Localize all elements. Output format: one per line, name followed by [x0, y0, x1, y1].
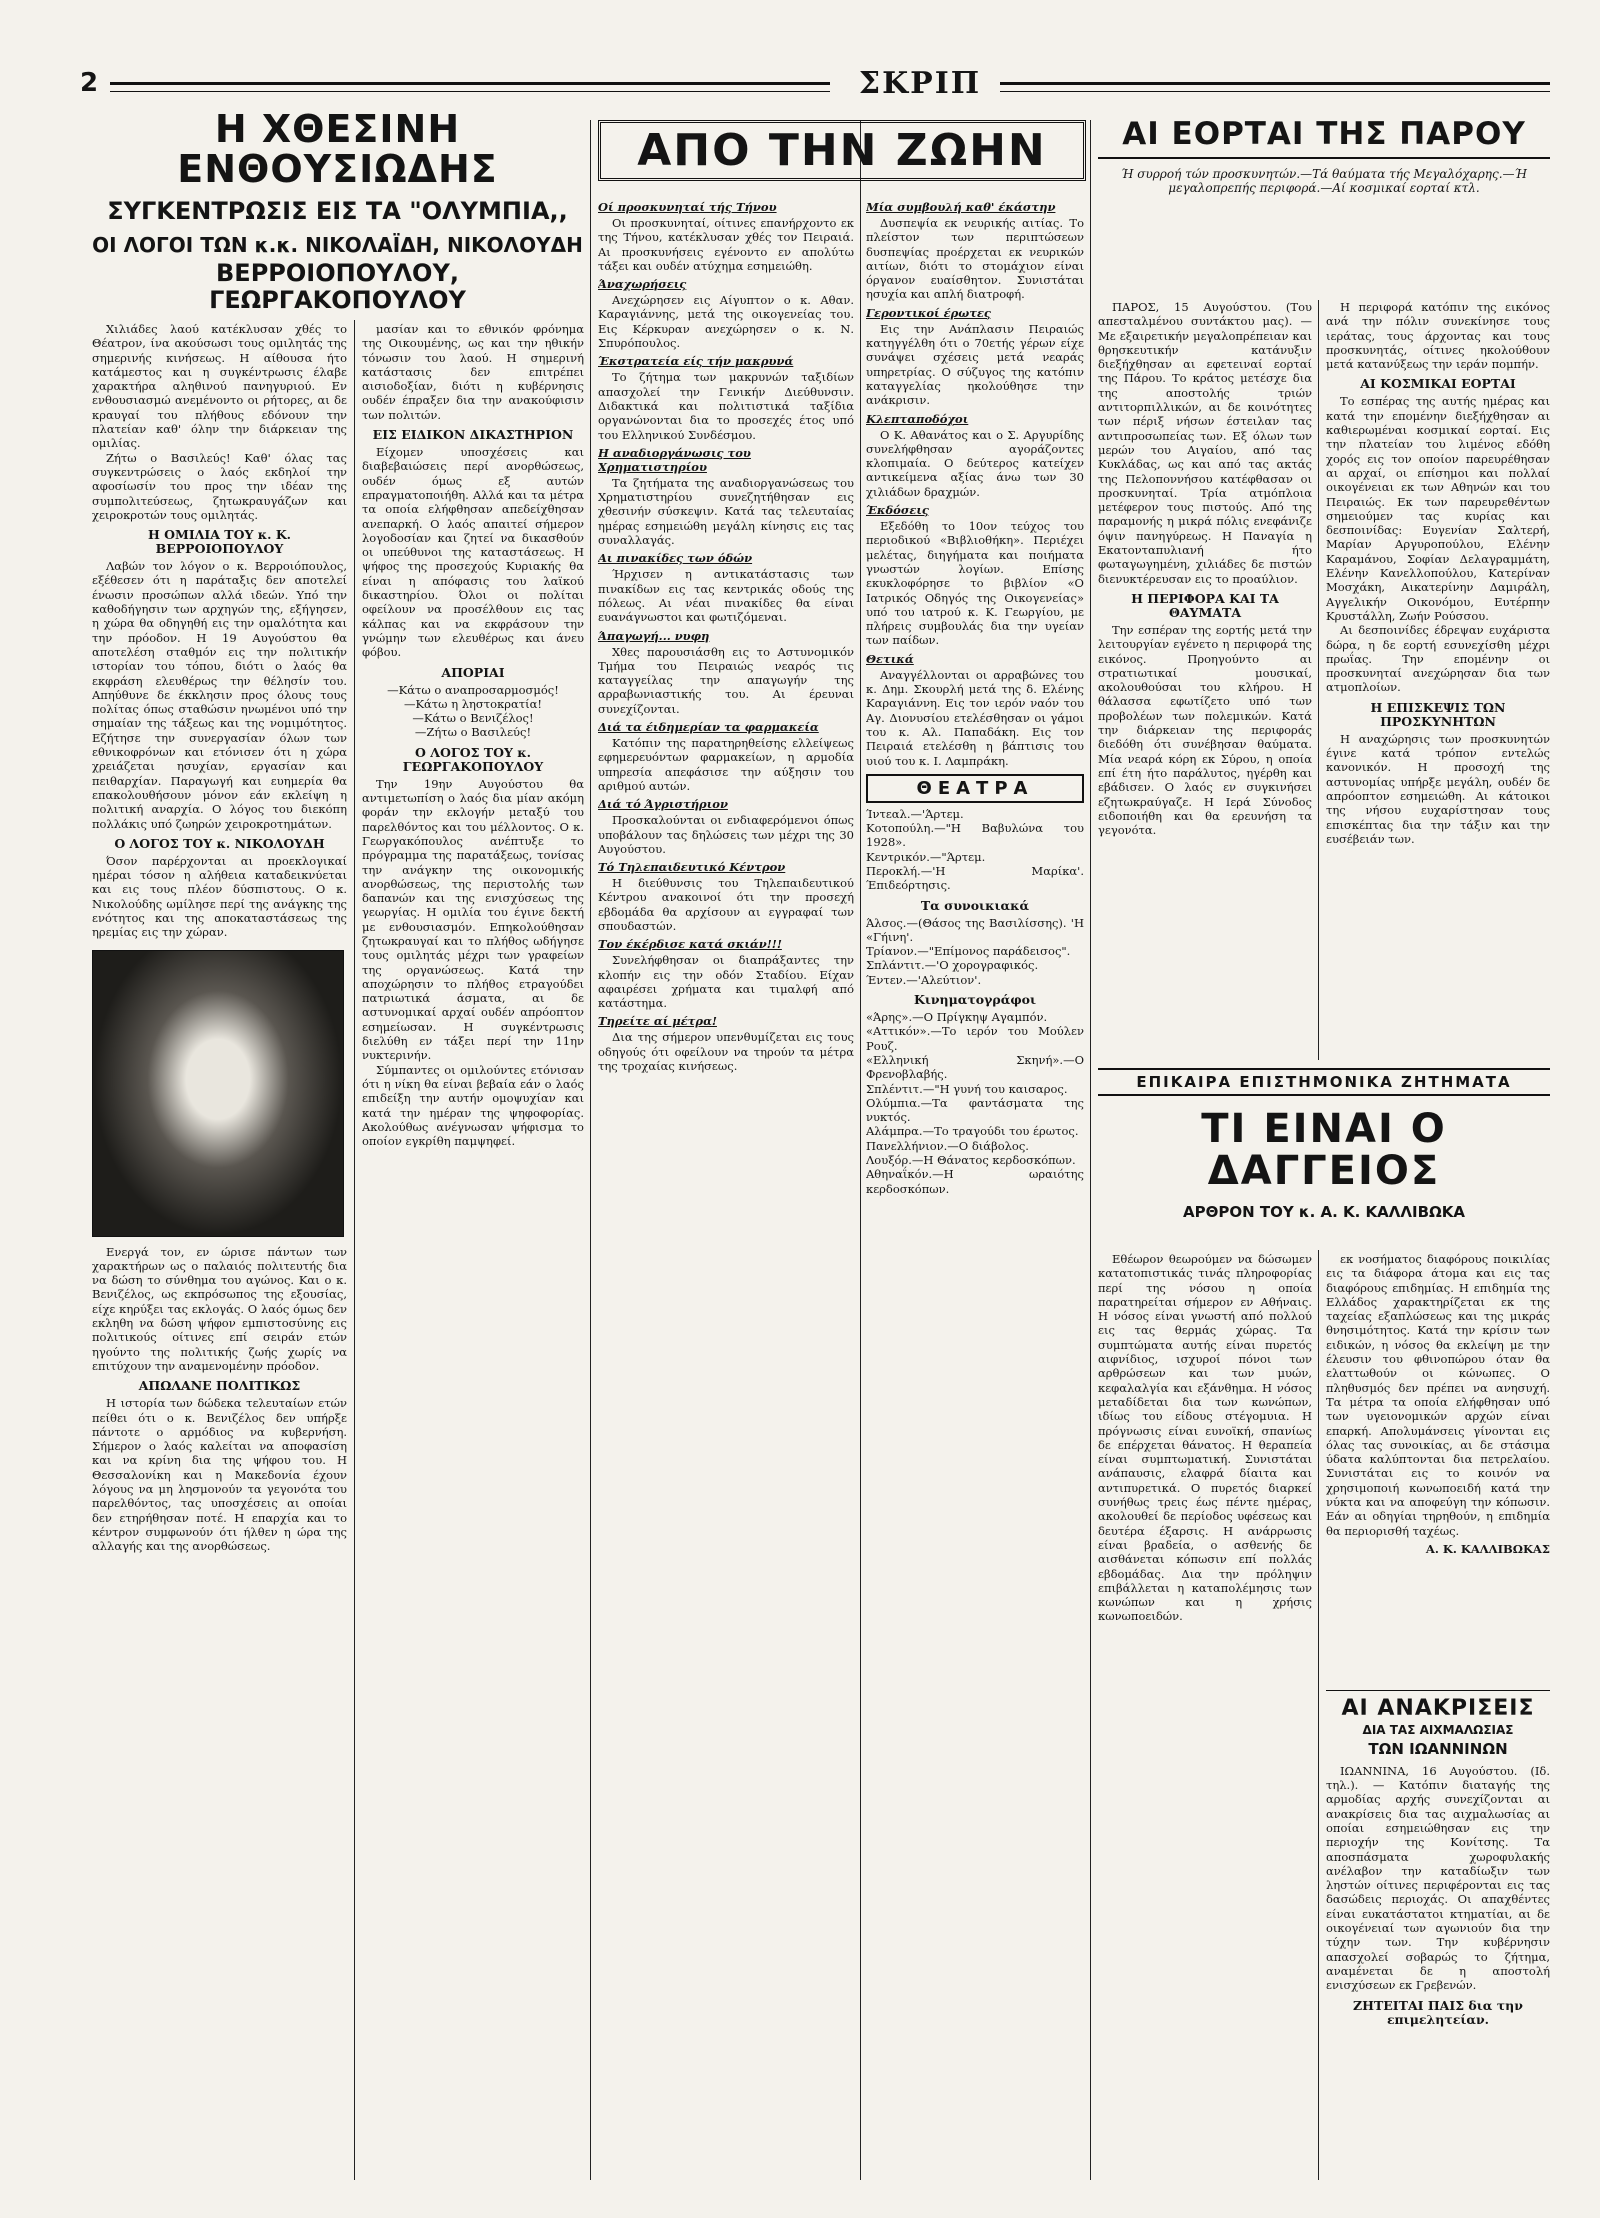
section-heading: Η ΟΜΙΛΙΑ ΤΟΥ κ. Κ. ΒΕΡΡΟΙΟΠΟΥΛΟΥ — [147, 527, 292, 557]
item-text: Κατόπιν της παρατηρηθείσης ελλείψεως εφημερευόντων φαρμακείων, η αρμοδία υπηρεσία απεφάσισε την αύξησιν του αριθμού αυτών. — [598, 736, 854, 793]
listing: «Αττικόν».—Το ιερόν του Μούλεν Ρουζ. — [866, 1024, 1084, 1053]
item-heading: Άναχωρήσεις — [598, 277, 687, 292]
article1-column — [92, 322, 347, 2177]
dengue-byline: ΑΡΘΡΟΝ ΤΟΥ κ. Α. Κ. ΚΑΛΛΙΒΩΚΑ — [1182, 1203, 1466, 1221]
item-text: Η διεύθυνσις του Τηλεπαιδευτικού Κέντρου ανακοινοί ότι την προσεχή εβδομάδα θα αρχίσουν αι εγγραφαί των σπουδαστών. — [598, 876, 854, 933]
item-text: Οι προσκυνηταί, οίτινες επανήρχοντο εκ της Τήνου, κατέκλυσαν χθές τον Πειραιά. Αι προσκυνήσεις εγένοντο εν απολύτω τάξει και ουδέν ατύχημα εσημειώθη. — [598, 216, 854, 273]
paragraph: Την 19ην Αυγούστου θα αντιμετωπίση ο λαός δια μίαν ακόμη φοράν την εκλογήν μεταξύ του παρελθόντος και του μέλλοντος. Ο κ. Γεωργακόπουλος ανέπτυξε το πρόγραμμα της παρατάξεως, τονίσας την ανάγκην της οικονομικής ανορθώσεως, της περιστολής των δαπανών και της ενισχύσεως της γεωργίας. Η ομιλία του έγινε δεκτή με ενθουσιασμόν. Επηκολούθησαν ζητωκραυγαί και το πλήθος ωδήγησε τους ομιλητάς μέχρι των γραφείων της οργανώσεως. Κατά την αποχώρησιν το πλήθος ετραγούδει πατριωτικά άσματα, αι δε αστυνομικαί αρχαί ουδέν απρόοπτον εσημείωσαν. Η συγκέντρωσις διελύθη εν τάξει περί την 11ην νυκτερινήν. — [362, 776, 584, 1063]
item-heading: Γεροντικοί έρωτες — [866, 305, 991, 320]
item-text: Τα ζητήματα της αναδιοργανώσεως του Χρηματιστηρίου συνεζητήθησαν εις χθεσινήν σύσκεψιν. Κατά τας τελευταίας ημέρας εσημειώθη μεγάλη κίνησις εις τας συναλλαγάς. — [598, 475, 854, 548]
listing: Αθηναΐκόν.—Η ωραιότης κερδοσκόπων. — [866, 1167, 1084, 1196]
zoi-right-column — [866, 196, 1084, 2181]
listing: Περοκλή.—'Η Μαρίκα'. Έπιδεόρτησις. — [866, 863, 1084, 893]
theatre-title: ΘΕΑΤΡΑ — [866, 774, 1084, 803]
item-text: Εξεδόθη το 10ον τεύχος του περιοδικού «Βιβλιοθήκη». Περιέχει μελέτας, διηγήματα και ποιήματα γνωστών λογίων. Επίσης εκυκλοφόρησε το βιβλίον «Ο Ιατρικός Οδηγός της Οικογενείας» υπό του ιατρού κ. Κ. Γεωργίου, με πλήρεις συμβουλάς δια την υγείαν των παίδων. — [866, 519, 1084, 648]
classified-notice: ΖΗΤΕΙΤΑΙ ΠΑΙΣ δια την επιμελητείαν. — [1353, 1997, 1523, 2027]
item-text: Προσκαλούνται οι ενδιαφερόμενοι όπως υποβάλουν τας δηλώσεις των μέχρι της 30 Αυγούστου. — [598, 813, 854, 856]
paragraph: εκ νοσήματος διαφόρους ποικιλίας εις τα διάφορα άτομα και εις τας διαφόρους επιδημίας. Η επιδημία της Ελλάδος χαρακτηρίζεται εκ της ταχείας εξαπλώσεως και της μικράς θνησιμότητος. Κατά την κρίσιν των ειδικών, η νόσος θα εκλείψη με την έλευσιν του φθινοπώρου όταν θα ελαττωθούν οι κώνωπες. Ο πληθυσμός δεν πρέπει να ανησυχή. Τα μέτρα τα οποία ελήφθησαν υπό των υγειονομικών αρχών είναι επαρκή. Απολυμάνσεις γίνονται εις όλας τας συνοικίας, αι δε στάσιμα ύδατα καλύπτονται δια πετρελαίου. Συνιστάται εις το κοινόν να χρησιμοποιή κωνωποειδή κατά την νύκτα και να αποφεύγη την κόπωσιν. Εάν αι οδηγίαι τηρηθούν, η επιδημία θα περιορισθή ταχέως. — [1326, 1252, 1550, 1538]
article1-headline: Η ΧΘΕΣΙΝΗ ΕΝΘΟΥΣΙΩΔΗΣ — [177, 110, 498, 191]
item-text: Δια της σήμερον υπενθυμίζεται εις τους οδηγούς ότι οφείλουν να τηρούν τα μέτρα της τροχαίας κινήσεως. — [598, 1030, 854, 1074]
item-text: Αναγγέλλονται οι αρραβώνες του κ. Δημ. Σκουρλή μετά της δ. Ελένης Καραγιάννη. Εις τον ιερόν ναόν του Αγ. Διονυσίου ετελέσθησαν οι γάμοι του κ. Αλ. Παπαδάκη. Εις τον Πειραιά ετελέσθη η βάπτισις του υιού του κ. Ι. Λαμπράκη. — [866, 667, 1084, 768]
zoi-left-column — [598, 196, 854, 2181]
masthead-rule-left — [110, 82, 830, 92]
slogan: —Ζήτω ο Βασιλεύς! — [414, 725, 532, 740]
item-heading: Διά τό Άγριστήριον — [598, 797, 728, 812]
anakriseis-subhead: ΤΩΝ ΙΩΑΝΝΙΝΩΝ — [1368, 1740, 1508, 1759]
paros-column — [1326, 300, 1550, 1060]
paragraph: ΠΑΡΟΣ, 15 Αυγούστου. (Του απεσταλμένου συντάκτου μας). — Με εξαιρετικήν μεγαλοπρέπειαν και θρησκευτικήν κατάνυξιν διεξήχθησαν αι εφετειναί εορταί της Πάρου. Το κράτος μετέσχε δια της αποστολής τριών αντιτορπιλλικών, αι δε κοινότητες των πέριξ νήσων έστειλαν τας αντιπροσωπείας των. Εξ όλων των μερών του Αιγαίου, από τας Κυκλάδας, ως και από τας ακτάς της Πελοποννήσου κατέφθασαν οι προσκυνηταί. Τρία ατμόπλοια μετέφερον τους πιστούς. Από της παραμονής η μικρά πόλις ενεφάνιζε όψιν πανηγύρεως. Η Παναγία η Εκατονταπυλιανή ήτο φωταγωγημένη, χιλιάδες δε πιστών διενυκτέρευσαν εις το προαύλιον. — [1098, 300, 1312, 586]
paragraph: ΙΩΑΝΝΙΝΑ, 16 Αυγούστου. (Ιδ. τηλ.). — Κατόπιν διαταγής της αρμοδίας αρχής συνεχίζονται αι ανακρίσεις δια τας αιχμαλωσίας αι οποίαι εσημειώθησαν εις την περιοχήν της Κονίτσης. Τα αποσπάσματα χωροφυλακής ανέλαβον την καταδίωξιν των ληστών οίτινες περιφέρονται εις τας δασώδεις περιοχάς. Οι απαχθέντες είναι ευκατάστατοι κτηματίαι, αι δε οικογένειαί των αγωνιούν δια την τύχην των. Την κυβέρνησιν απασχολεί σοβαρώς το ζήτημα, αναμένεται δε η αποστολή ενισχύσεων εκ Γρεβενών. — [1326, 1763, 1550, 1993]
item-text: Δυσπεψία εκ νευρικής αιτίας. Το πλείστον των περιπτώσεων δυσπεψίας προέρχεται εκ νευρικών αιτίων, διότι το στομάχιον είναι όργανον ευαίσθητον. Συνιστάται ησυχία και απλή διατροφή. — [866, 216, 1084, 302]
listing-subhead: Κινηματογράφοι — [913, 992, 1037, 1008]
section-heading: Ο ΛΟΓΟΣ ΤΟΥ κ. ΓΕΩΡΓΑΚΟΠΟΥΛΟΥ — [402, 744, 544, 774]
article1-subhead: ΟΙ ΛΟΓΟΙ ΤΩΝ κ.κ. ΝΙΚΟΛΑΪΔΗ, ΝΙΚΟΛΟΥΔΗ — [92, 233, 583, 258]
listing: «Άρης».—Ο Πρίγκηψ Αγαμπόν. — [866, 1010, 1048, 1025]
listing: Κεντρικόν.—"Άρτεμ. — [866, 849, 986, 864]
signature: Α. Κ. ΚΑΛΛΙΒΩΚΑΣ — [1425, 1541, 1550, 1556]
item-heading: Έκδόσεις — [866, 503, 929, 518]
listing: Άλσος.—(Θάσος της Βασιλίσσης). 'Η «Γήινη'. — [866, 915, 1084, 944]
article1-subhead: ΒΕΡΡΟΙΟΠΟΥΛΟΥ, ΓΕΩΡΓΑΚΟΠΟΥΛΟΥ — [209, 259, 466, 314]
paragraph: Το εσπέρας της αυτής ημέρας και κατά την επομένην διεξήχθησαν αι καθιερωμέναι κοσμικαί εορταί. Εις την πλατείαν του λιμένος εδόθη χορός εις τον οποίον παρευρέθησαν αι αρχαί, οι επίσημοι και πολλαί οικογένειαι εκ των Αθηνών και του Πειραιώς. Εκ των παρευρεθέντων σημειούμεν τας κυρίας και δεσποινίδας: Ευγενίαν Σαλτερή, Μαρίαν Αργυροπούλου, Ελένην Καραμάνου, Σοφίαν Δελαγραμμάτη, Ελένην Κανελλοπούλου, Κατερίναν Μοσχάκη, Αικατερίνην Δαμιράλη, Αγγελικήν Οικονόμου, Ευτέρπην Κρυστάλλη, Ζωήν Ρούσσου. — [1326, 394, 1550, 623]
masthead-rule-right — [1000, 82, 1550, 92]
listing: Κοτοπούλη.—"Η Βαβυλώνα του 1928». — [866, 821, 1084, 850]
column-divider — [1318, 300, 1319, 1060]
paros-headline: ΑΙ ΕΟΡΤΑΙ ΤΗΣ ΠΑΡΟΥ — [1098, 118, 1550, 159]
paragraph: Όσον παρέρχονται αι προεκλογικαί ημέραι τόσον η αλήθεια καταδεικνύεται και εις τους πλέον δύσπιστους. Ο κ. Νικολούδης ωμίλησε περί της ανάγκης της ενότητος και της αποκαταστάσεως της ηρεμίας εις την χώραν. — [92, 853, 347, 940]
dengue-banner: ΕΠΙΚΑΙΡΑ ΕΠΙΣΤΗΜΟΝΙΚΑ ΖΗΤΗΜΑΤΑ — [1098, 1068, 1550, 1096]
zoi-title-box — [598, 120, 1086, 186]
article1-column — [362, 322, 584, 2177]
item-heading: Έκστρατεία είς τήν μακρυνά — [598, 354, 794, 369]
paragraph: Η αναχώρησις των προσκυνητών έγινε κατά τρόπον εντελώς κανονικόν. Η προσοχή της αστυνομίας υπήρξε μεγάλη, ουδέν δε απρόοπτον εσημειώθη. Αι κάτοικοι της νήσου ευχαρίστησαν τους επισκέπτας δια την τάξιν και την ευσέβειάν των. — [1326, 731, 1550, 846]
item-heading: Αι πινακίδες των όδών — [598, 551, 753, 566]
dengue-column — [1326, 1252, 1550, 1672]
listing-subhead: Τα συνοικιακά — [920, 897, 1030, 913]
item-text: Ανεχώρησεν εις Αίγυπτον ο κ. Αθαν. Καραγιάννης, μετά της οικογενείας του. Εις Κέρκυραν ανεχώρησεν ο κ. Ν. Σπυρόπουλος. — [598, 293, 854, 351]
dengue-headline: ΤΙ ΕΙΝΑΙ Ο ΔΑΓΓΕΙΟΣ — [1201, 1106, 1447, 1194]
paragraph: Λαβών τον λόγον ο κ. Βερροιόπουλος, εξέθεσεν ότι η παράταξις δεν αποτελεί ένωσιν προσώπων αλλά ιδεών. Υπό την καθοδήγησιν των αρχηγών της, εξήγησεν, η χώρα θα οδηγηθή εις την ομαλότητα και την πρόοδον. Η 19 Αυγούστου θα αποτελέση σταθμόν εις την πολιτικήν ιστορίαν του τόπου, διότι ο λαός θα εκφράση ελευθέρως την θέλησίν του. Απηύθυνε δε έκκλησιν προς όλους τους πολίτας όπως σταθώσιν ηνωμένοι υπό την σημαίαν της τάξεως και της νομιμότητος. Εζήτησε την συνεργασίαν όλων των εθνικοφρόνων και ετόνισεν ότι η χώρα χρειάζεται ησυχίαν, εργασίαν και πειθαρχίαν. Παραγωγή και ευημερία θα επακολουθήσουν μόνον εάν εκλείψη η πολιτική αναρχία. Ο λόγος του διεκόπη πολλάκις υπό ζωηρών χειροκροτημάτων. — [92, 559, 347, 831]
item-heading: Διά τα έιδημερίαν τα φαρμακεία — [598, 720, 819, 735]
column-divider — [860, 120, 861, 2180]
paragraph: Ζήτω ο Βασιλεύς! Καθ' όλας τας συγκεντρώσεις ο λαός εκδηλοί την αφοσίωσίν του προς την ιδέαν της συμπολιτεύσεως, ζητωκραυγάζων και χειροκροτών τους ομιλητάς. — [92, 450, 347, 522]
anakriseis-subhead: ΔΙΑ ΤΑΣ ΑΙΧΜΑΛΩΣΙΑΣ — [1362, 1723, 1514, 1738]
paros-header — [1098, 118, 1550, 293]
paragraph: Σύμπαντες οι ομιλούντες ετόνισαν ότι η νίκη θα είναι βεβαία εάν ο λαός επιδείξη την αυτήν ομοψυχίαν και κατά την ημέραν της ψηφοφορίας. Ακολούθως ανέγνωσαν ψήφισμα το οποίον εγκρίθη παμψηφεί. — [362, 1062, 584, 1149]
item-text: Το ζήτημα των μακρυνών ταξιδίων απασχολεί την Γενικήν Διεύθυνσιν. Διδακτικά και πολιτιστικά ταξίδια οργανώνονται δια το προσεχές έτος υπό του Ελληνικού Συνδέσμου. — [598, 370, 854, 442]
item-heading: Η αναδιοργάνωσις του Χρηματιστηρίου — [598, 445, 751, 474]
paragraph: Η περιφορά κατόπιν της εικόνος ανά την πόλιν συνεκίνησε τους ιεράτας, τους άρχοντας και τους προσκυνητάς, οίτινες ηκολούθουν μετά κατανύξεως την ιεράν πομπήν. — [1326, 300, 1550, 372]
section-heading: Ο ΛΟΓΟΣ ΤΟΥ κ. ΝΙΚΟΛΟΥΔΗ — [114, 835, 325, 851]
dengue-column — [1098, 1252, 1312, 2177]
item-heading: Άπαγωγή... νυφη — [598, 628, 710, 643]
item-heading: Τον έκέρδισε κατά σκιάν!!! — [598, 937, 782, 952]
paragraph: Αι δεσποινίδες έδρεψαν ευχάριστα δώρα, η δε εορτή εσυνεχίσθη μέχρι πρωΐας. Την επομένην οι προσκυνηταί ανεχώρησαν δια των ατμοπλοίων. — [1326, 623, 1550, 695]
paper-name: ΣΚΡΙΠ — [850, 66, 990, 101]
item-heading: Τό Τηλεπαιδευτικό Κέντρον — [598, 860, 786, 875]
paros-column — [1098, 300, 1312, 1060]
anakriseis-article — [1326, 1690, 1550, 2177]
masthead — [80, 66, 1550, 101]
paros-subhead: Ή συρροή τών προσκυνητών.—Τά θαύματα τής Μεγαλόχαρης.—Ή μεγαλοπρεπής περιφορά.—Αί κοσμικαί εορταί κτλ. — [1120, 166, 1527, 195]
item-heading: Κλεπταποδόχοι — [866, 411, 969, 426]
paragraph: Εθέωρον θεωρούμεν να δώσωμεν κατατοπιστικάς τινάς πληροφορίας περί της νόσου η οποία παρατηρείται σήμερον εν Αθήναις. Η νόσος είναι γνωστή από πολλού εις τας θερμάς χώρας. Τα συμπτώματα αυτής είναι πυρετός αιφνίδιος, ισχυροί πόνοι των αρθρώσεων και των μυών, κεφαλαλγία και εξάνθημα. Η νόσος μεταδίδεται δια των κωνώπων, ιδίως του είδους στέγομυια. Η πρόγνωσις είναι ευνοϊκή, σπανίως δε επέρχεται θάνατος. Η θεραπεία είναι συμπτωματική. Συνιστάται ανάπαυσις, ελαφρά δίαιτα και αντιπυρετικά. Ο πυρετός διαρκεί συνήθως τρεις έως πέντε ημέρας, ακολουθεί δε περίοδος υφέσεως και δευτέρα έξαρσις. Η ανάρρωσις είναι βραδεία, ο ασθενής δε αισθάνεται κόπωσιν επί πολλάς εβδομάδας. Δια την πρόληψιν επιβάλλεται η καταπολέμησις των κωνώπων και η χρήσις κωνωποειδών. — [1098, 1252, 1312, 1624]
slogan: —Κάτω η ληστοκρατία! — [403, 696, 543, 711]
item-text: Συνελήφθησαν οι διαπράξαντες την κλοπήν εις την οδόν Σταδίου. Είχαν αφαιρέσει χρήματα και τιμαλφή από κατάστημα. — [598, 953, 854, 1011]
column-divider — [1090, 120, 1091, 2180]
article1-header — [90, 110, 585, 315]
paragraph: Είχομεν υποσχέσεις και διαβεβαιώσεις περί ανορθώσεως, ουδέν όμως εξ αυτών επραγματοποιήθη. Αλλά και τα μέτρα τα οποία ελήφθησαν απεδείχθησαν ανεπαρκή. Ο λαός απαιτεί σήμερον λογοδοσίαν και ζητεί να δικασθούν οι υπεύθυνοι της καταστάσεως. Η ψήφος της προσεχούς Κυριακής θα είναι η απόφασις του λαϊκού δικαστηρίου. Όλοι οι πολίται οφείλουν να προσέλθουν εις τας κάλπας και να εκφράσουν την γνώμην των ελευθέρως και άνευ φόβου. — [362, 445, 584, 660]
anakriseis-headline: ΑΙ ΑΝΑΚΡΙΣΕΙΣ — [1326, 1690, 1550, 1720]
portrait-photo — [92, 950, 344, 1237]
section-heading: Η ΠΕΡΙΦΟΡΑ ΚΑΙ ΤΑ ΘΑΥΜΑΤΑ — [1131, 590, 1279, 620]
section-heading: ΑΠΩΛΑΝΕ ΠΟΛΙΤΙΚΩΣ — [138, 1378, 301, 1394]
paragraph: Την εσπέραν της εορτής μετά την λειτουργίαν εγένετο η περιφορά της εικόνος. Προηγούντο αι στρατιωτικαί μουσικαί, ακολουθούσαι του κλήρου. Η θάλασσα εφωτίζετο υπό των προβολέων των πολεμικών. Κατά την διάρκειαν της περιφοράς διεδόθη ότι συνέβησαν θαύματα. Μία νεαρά κόρη εκ Σύρου, η οποία επί έτη ήτο παράλυτος, ηγέρθη και εβάδισεν. Ο λαός εν συγκινήσει εζητωκραύγαζε. Η Ιερά Σύνοδος ειδοποιήθη και θα ερευνήση τα γεγονότα. — [1098, 622, 1312, 838]
listing: Σπλάντιτ.—'Ο χορογραφικός. — [866, 958, 1039, 973]
column-divider — [1318, 1250, 1319, 2180]
theatre-listings — [866, 807, 1084, 1196]
section-heading: ΕΙΣ ΕΙΔΙΚΟΝ ΔΙΚΑΣΤΗΡΙΟΝ — [372, 427, 574, 443]
item-text: Εις την Ανάπλασιν Πειραιώς κατηγγέλθη ότι ο 70ετής γέρων είχε συνάψει σχέσεις μετά νεαράς υπηρετρίας. Ο σύζυγος της κατόπιν καταγγελίας ηκολούθησε την ανάκρισιν. — [866, 321, 1084, 408]
column-divider — [590, 120, 591, 2180]
article1-subhead: ΣΥΓΚΕΝΤΡΩΣΙΣ ΕΙΣ ΤΑ "ΟΛΥΜΠΙΑ,, — [107, 196, 568, 225]
paragraph: μασίαν και το εθνικόν φρόνημα της Οικουμένης, ως και την ηθικήν τόνωσιν του λαού. Η σημερινή κατάστασις δεν επιτρέπει αισιοδοξίαν, διότι η κυβέρνησις ουδέν έπραξεν δια την ανακούφισιν των πολιτών. — [362, 322, 584, 422]
item-text: Ο Κ. Αθανάτος και ο Σ. Αργυρίδης συνελήφθησαν αγοράζοντες κλοπιμαία. Ο δεύτερος κατείχεν αντικείμενα αξίας άνω των 30 χιλιάδων δραχμών. — [866, 427, 1084, 499]
listing: Σπλέντιτ.—"Η γυνή του καισαρος. — [866, 1081, 1068, 1096]
zoi-title: ΑΠΟ ΤΗΝ ΖΩΗΝ — [598, 120, 1086, 181]
paragraph: Η ιστορία των δώδεκα τελευταίων ετών πείθει ότι ο κ. Βενιζέλος δεν υπήρξε πάντοτε ο αρμόδιος να κυβερνήση. Σήμερον ο λαός καλείται να αποφασίση και να κρίνη δια της ψήφου του. Η Θεσσαλονίκη και η Μακεδονία έχουν λόγους να μη λησμονούν τα γεγονότα του παρελθόντος, τας υποσχέσεις αι οποίαι δεν ετηρήθησαν ποτέ. Η επαρχία και το κέντρον συμφωνούν ότι ήλθεν η ώρα της αλλαγής και της ανορθώσεως. — [92, 1396, 347, 1554]
slogan: —Κάτω ο Βενιζέλος! — [412, 711, 534, 726]
section-heading: Η ΕΠΙΣΚΕΨΙΣ ΤΩΝ ΠΡΟΣΚΥΝΗΤΩΝ — [1370, 699, 1506, 729]
slogan: —Κάτω ο αναπροσαρμοσμός! — [387, 682, 559, 697]
listing: Λουξόρ.—Η Θάνατος κερδοσκόπων. — [866, 1153, 1076, 1168]
listing: Πανελλήνιον.—Ο διάβολος. — [866, 1138, 1029, 1153]
photo-caption: Ενεργά τον, εν ώρισε πάντων των χαρακτήρων ως ο παλαιός πολιτευτής δια να δώση το σύνθημα του αγώνος. Και ο κ. Βενιζέλος, ως εκπρόσωπος της εξουσίας, είχε κηρύξει τας εκλογάς. Ο λαός όμως δεν εκληθη να δώση ψήφον εμπιστοσύνης εις πολιτικούς οίτινες επί σειράν ετών ηγούντο της πολιτικής ζωής χωρίς να επιτύχουν την αναμενομένην πρόοδον. — [92, 1244, 347, 1373]
listing: Αλάμπρα.—Το τραγούδι του έρωτος. — [866, 1124, 1079, 1139]
paragraph: Χιλιάδες λαού κατέκλυσαν χθές το Θέατρον, ίνα ακούσωσι τους ομιλητάς της σημερινής κινήσεως. Η αίθουσα ήτο κατάμεστος και η συγκέντρωσις έλαβε χαρακτήρα αληθινού πανηγυριού. Εν ενθουσιασμώ ανεμένοντο οι ρήτορες, αι δε κραυγαί του πλήθους εδόνουν την πλατείαν καθ' όλην την διάρκειαν της ομιλίας. — [92, 322, 347, 451]
listing: Έντεν.—'Αλεύτιον'. — [866, 972, 982, 987]
listing: Τρίανον.—"Επίμονος παράδεισος". — [866, 944, 1071, 959]
dengue-header — [1098, 1068, 1550, 1246]
page-number: 2 — [80, 68, 99, 98]
item-text: Ήρχισεν η αντικατάστασις των πινακίδων εις τας κεντρικάς οδούς της πόλεως. Αι νέαι πινακίδες θα είναι ευανάγνωστοι και φωτιζόμεναι. — [598, 567, 854, 625]
column-divider — [354, 320, 355, 2180]
listing: Ίντεαλ.—'Άρτεμ. — [866, 806, 964, 821]
item-heading: Θετικά — [866, 651, 914, 666]
item-heading: Τηρείτε αί μέτρα! — [598, 1014, 717, 1029]
item-heading: Μία συμβουλή καθ' έκάστην — [866, 200, 1056, 214]
item-heading: Οί προσκυνηταί τής Τήνου — [598, 200, 777, 214]
section-heading: ΑΠΟΡΙΑΙ — [441, 664, 505, 680]
section-heading: ΑΙ ΚΟΣΜΙΚΑΙ ΕΟΡΤΑΙ — [1360, 376, 1516, 392]
item-text: Χθες παρουσιάσθη εις το Αστυνομικόν Τμήμα του Πειραιώς νεαρός τις καταγγείλας την απαγωγήν της αρραβωνιαστικής του. Αι έρευναι συνεχίζονται. — [598, 644, 854, 716]
listing: Ολύμπια.—Τα φαντάσματα της νυκτός. — [866, 1095, 1084, 1125]
listing: «Ελληνική Σκηνή».—Ο Φρενοβλαβής. — [866, 1052, 1084, 1082]
